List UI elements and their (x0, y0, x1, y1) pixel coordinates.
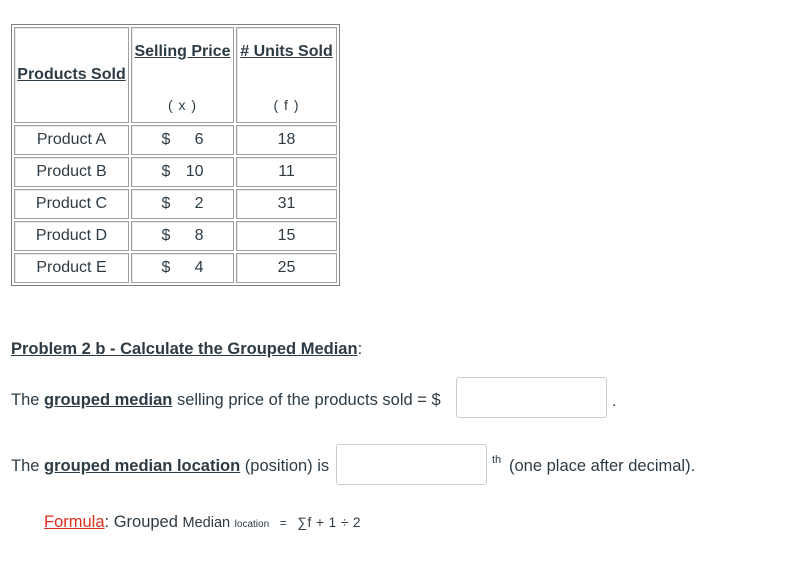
question-grouped-median (11, 391, 441, 410)
formula-location: location (234, 519, 270, 530)
price-cell (131, 157, 234, 187)
header-selling-price-symbol: ( x ) (167, 97, 198, 113)
product-cell: Product D (14, 221, 129, 251)
formula-equals: = (279, 516, 287, 530)
units-cell: 15 (236, 221, 337, 251)
question-median-location (11, 457, 329, 476)
median-location-answer-input[interactable] (336, 444, 487, 485)
formula-colon: : (104, 513, 110, 531)
frequency-table (11, 24, 340, 286)
product-cell: Product A (14, 125, 129, 155)
q2-term: grouped median location (44, 457, 241, 475)
dollar-sign: $ (161, 131, 171, 148)
units-cell: 31 (236, 189, 337, 219)
formula-grouped: Grouped (113, 513, 178, 531)
problem-title: Problem 2 b - Calculate the Grouped Median (11, 340, 358, 358)
q2-instruction: (one place after decimal). (509, 457, 696, 475)
table-row (14, 221, 337, 251)
formula-line (44, 513, 361, 532)
price-cell (131, 221, 234, 251)
q1-prefix: The (11, 391, 45, 409)
header-products-sold: Products Sold (14, 27, 129, 123)
grouped-median-answer-input[interactable] (456, 377, 607, 418)
price-cell (131, 253, 234, 283)
dollar-sign: $ (161, 259, 171, 276)
problem-colon: : (357, 340, 363, 358)
problem-heading (11, 340, 362, 359)
q2-rest: (position) is (240, 457, 330, 475)
q2-prefix: The (11, 457, 45, 475)
price-cell (131, 125, 234, 155)
table-header-row (14, 27, 337, 123)
formula-expression: ∑f + 1 ÷ 2 (297, 515, 362, 530)
header-units-sold (236, 27, 337, 123)
price-value: 6 (194, 131, 204, 148)
price-value: 10 (185, 163, 204, 180)
q1-term: grouped median (44, 391, 173, 409)
dollar-sign: $ (161, 195, 171, 212)
price-value: 8 (194, 227, 204, 244)
header-selling-price-title: Selling Price (134, 43, 231, 60)
ordinal-superscript: th (492, 454, 502, 466)
units-cell: 25 (236, 253, 337, 283)
formula-label: Formula (44, 513, 105, 531)
product-cell: Product B (14, 157, 129, 187)
price-cell (131, 189, 234, 219)
table-row (14, 157, 337, 187)
units-cell: 18 (236, 125, 337, 155)
table-row (14, 253, 337, 283)
dollar-sign: $ (161, 227, 171, 244)
product-cell: Product C (14, 189, 129, 219)
formula-median: Median (182, 515, 231, 531)
header-selling-price (131, 27, 234, 123)
q1-rest: selling price of the products sold = $ (172, 391, 441, 409)
dollar-sign: $ (161, 163, 171, 180)
header-units-sold-symbol: ( f ) (273, 97, 300, 113)
price-value: 2 (194, 195, 204, 212)
q1-period: . (612, 393, 617, 410)
units-cell: 11 (236, 157, 337, 187)
price-value: 4 (194, 259, 204, 276)
product-cell: Product E (14, 253, 129, 283)
table-row (14, 125, 337, 155)
header-units-sold-title: # Units Sold (240, 43, 333, 60)
table-row (14, 189, 337, 219)
